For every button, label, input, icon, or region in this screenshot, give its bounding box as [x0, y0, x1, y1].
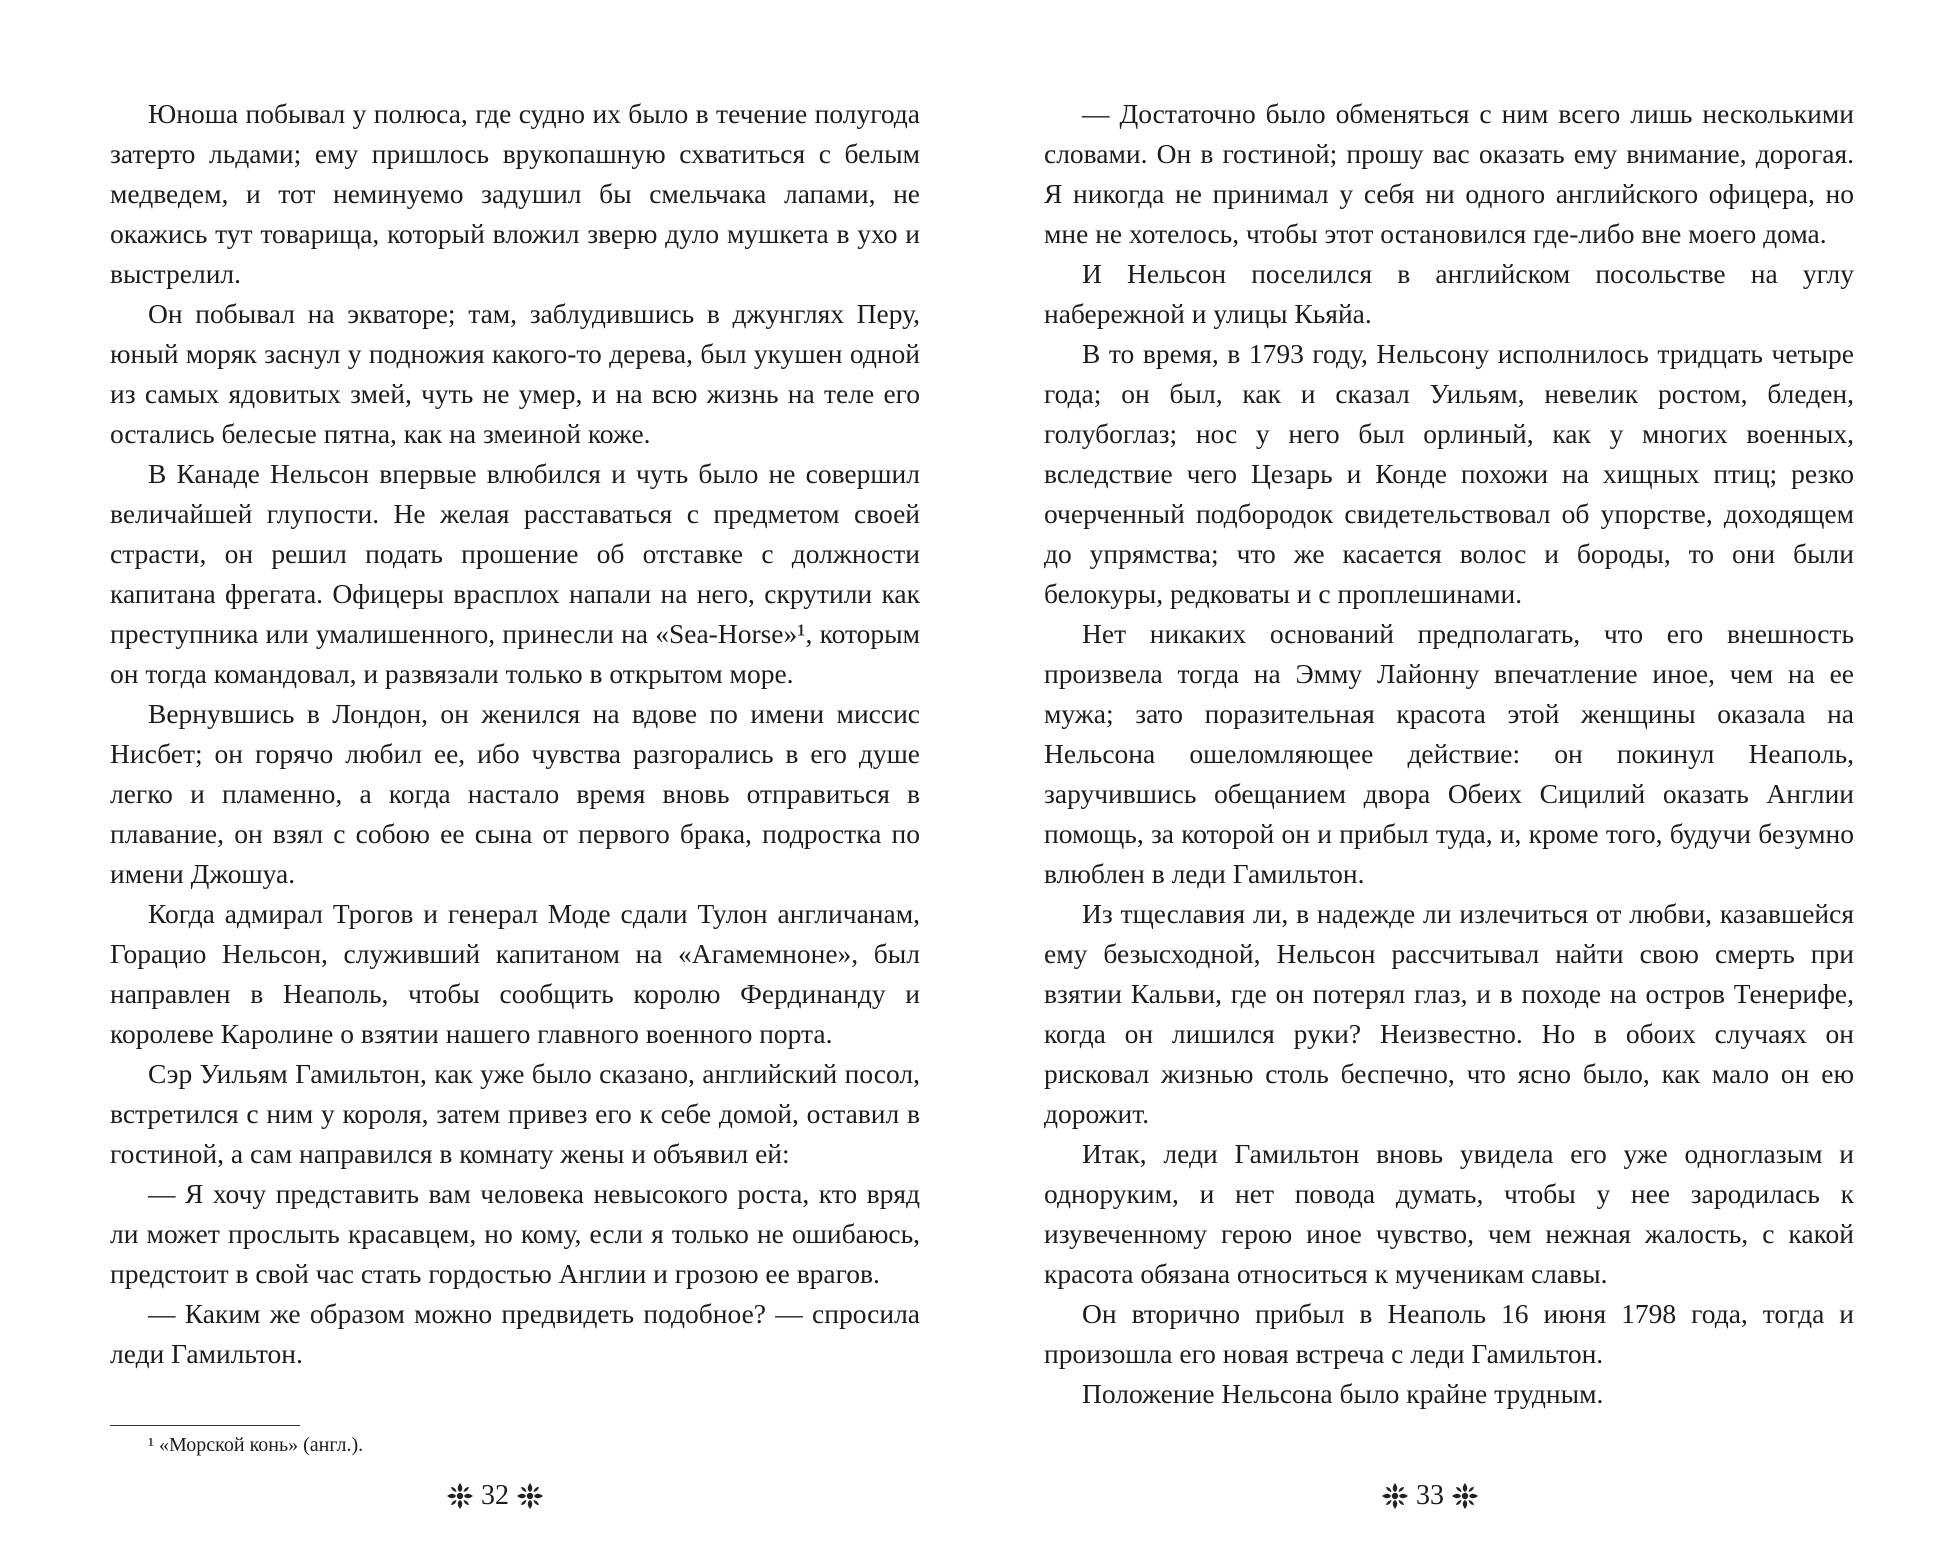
- right-paragraph-7: Он вторично прибыл в Неаполь 16 июня 1798 года, тогда и произошла его новая встреча с леди Гамильтон.: [1044, 1298, 1854, 1369]
- right-paragraph-6: Итак, леди Гамильтон вновь увидела его уже одноглазым и одноруким, и нет повода думать, чтобы у нее зародилась к изувеченному герою иное чувство, чем нежная жалость, с какой красота обязана относиться к мученикам славы.: [1044, 1138, 1854, 1289]
- right-paragraph-8: Положение Нельсона было крайне трудным.: [1082, 1378, 1604, 1409]
- left-paragraph-6: Сэр Уильям Гамильтон, как уже было сказано, английский посол, встретился с ним у короля, затем привез его к себе домой, оставил в гостиной, а сам направился в комнату жены и объявил ей:: [110, 1058, 920, 1169]
- right-page-number: 33: [1416, 1480, 1444, 1511]
- footnote: ¹ «Морской конь» (англ.).: [148, 1434, 364, 1456]
- left-page-folio: [445, 1474, 545, 1518]
- fleuron-ornament-icon: [515, 1481, 545, 1511]
- left-paragraph-5: Когда адмирал Трогов и генерал Моде сдали Тулон англичанам, Горацио Нельсон, служивший капитаном на «Агамемноне», был направлен в Неаполь, чтобы сообщить королю Фердинанду и королеве Каролине о взятии нашего главного военного порта.: [110, 898, 920, 1049]
- left-paragraph-2: Он побывал на экваторе; там, заблудившись в джунглях Перу, юный моряк заснул у подножия какого-то дерева, был укушен одной из самых ядовитых змей, чуть не умер, и на всю жизнь на теле его остались белесые пятна, как на змеиной коже.: [110, 298, 920, 449]
- right-page: [1044, 94, 1854, 1414]
- left-paragraph-1: Юноша побывал у полюса, где судно их было в течение полугода затерто льдами; ему пришлось врукопашную схватиться с белым медведем, и тот неминуемо задушил бы смельчака лапами, не окажись тут товарища, который вложил зверю дуло мушкета в ухо и выстрелил.: [110, 98, 920, 289]
- footnote-divider: [110, 1425, 300, 1426]
- left-paragraph-8: — Каким же образом можно предвидеть подобное? — спросила леди Гамильтон.: [110, 1298, 920, 1369]
- fleuron-ornament-icon: [1450, 1481, 1480, 1511]
- left-page-number: 32: [481, 1480, 509, 1511]
- fleuron-ornament-icon: [1380, 1481, 1410, 1511]
- right-paragraph-2: И Нельсон поселился в английском посольстве на углу набережной и улицы Кьяйа.: [1044, 258, 1854, 329]
- left-paragraph-4: Вернувшись в Лондон, он женился на вдове по имени миссис Нисбет; он горячо любил ее, ибо чувства разгорались в его душе легко и пламенно, а когда настало время вновь отправиться в плавание, он взял с собою ее сына от первого брака, подростка по имени Джошуа.: [110, 698, 920, 889]
- right-paragraph-3: В то время, в 1793 году, Нельсону исполнилось тридцать четыре года; он был, как и сказал Уильям, невелик ростом, бледен, голубоглаз; нос у него был орлиный, как у многих военных, вследствие чего Цезарь и Конде похожи на хищных птиц; резко очерченный подбородок свидетельствовал об упорстве, доходящем до упрямства; что же касается волос и бороды, то они были белокуры, редковаты и с проплешинами.: [1044, 338, 1854, 609]
- right-page-folio: [1380, 1474, 1480, 1518]
- left-paragraph-7: — Я хочу представить вам человека невысокого роста, кто вряд ли может прослыть красавцем, но кому, если я только не ошибаюсь, предстоит в свой час стать гордостью Англии и грозою ее врагов.: [110, 1178, 920, 1289]
- right-paragraph-5: Из тщеславия ли, в надежде ли излечиться от любви, казавшейся ему безысходной, Нельсон рассчитывал найти свою смерть при взятии Кальви, где он потерял глаз, и в походе на остров Тенерифе, когда он лишился руки? Неизвестно. Но в обоих случаях он рисковал жизнью столь беспечно, что ясно было, как мало он ею дорожит.: [1044, 898, 1854, 1129]
- left-page: [110, 94, 920, 1374]
- right-paragraph-1: — Достаточно было обменяться с ним всего лишь несколькими словами. Он в гостиной; прошу вас оказать ему внимание, дорогая. Я никогда не принимал у себя ни одного английского офицера, но мне не хотелось, чтобы этот остановился где-либо вне моего дома.: [1044, 98, 1854, 249]
- right-paragraph-4: Нет никаких оснований предполагать, что его внешность произвела тогда на Эмму Лайонну впечатление иное, чем на ее мужа; зато поразительная красота этой женщины оказала на Нельсона ошеломляющее действие: он покинул Неаполь, заручившись обещанием двора Обеих Сицилий оказать Англии помощь, за которой он и прибыл туда, и, кроме того, будучи безумно влюблен в леди Гамильтон.: [1044, 618, 1854, 889]
- fleuron-ornament-icon: [445, 1481, 475, 1511]
- left-paragraph-3: В Канаде Нельсон впервые влюбился и чуть было не совершил величайшей глупости. Не желая расставаться с предметом своей страсти, он решил подать прошение об отставке с должности капитана фрегата. Офицеры врасплох напали на него, скрутили как преступника или умалишенного, принесли на «Sea-Horse»¹, которым он тогда командовал, и развязали только в открытом море.: [110, 458, 920, 689]
